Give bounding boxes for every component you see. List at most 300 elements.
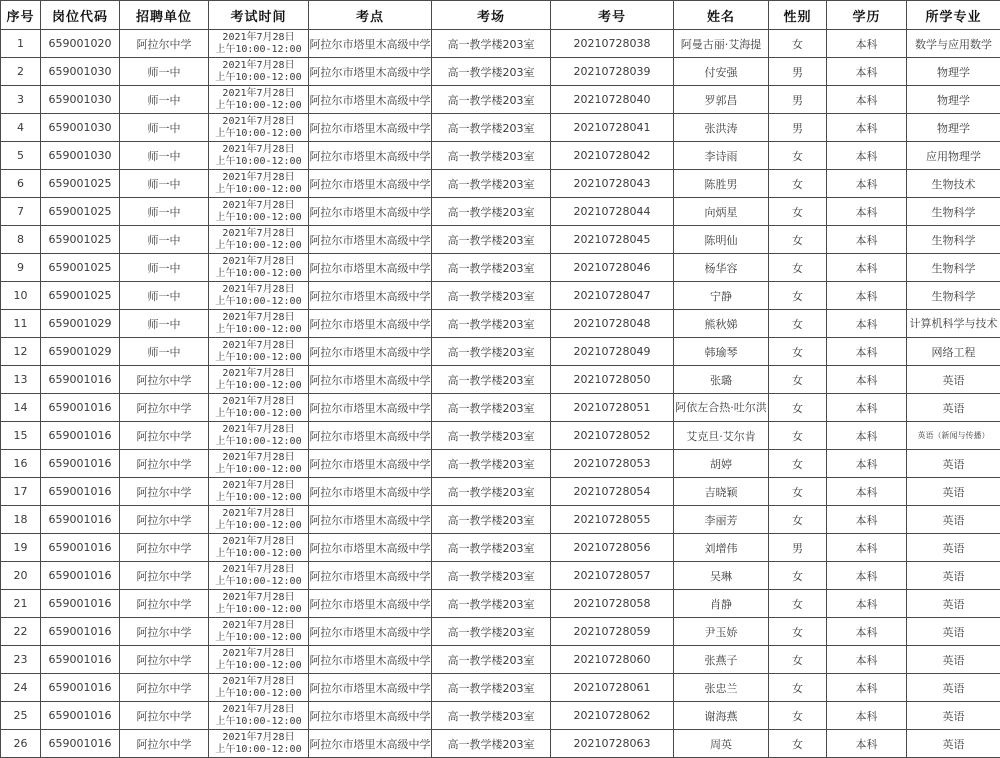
position-code-cell: 659001016 <box>41 450 120 478</box>
employer-cell: 师一中 <box>120 114 209 142</box>
major-cell: 英语 <box>907 730 1000 758</box>
exam-site-cell: 阿拉尔市塔里木高级中学 <box>309 86 432 114</box>
exam-number-cell: 20210728061 <box>551 674 674 702</box>
major-cell: 物理学 <box>907 114 1000 142</box>
candidate-name-cell: 杨华容 <box>674 254 769 282</box>
gender-cell: 女 <box>769 702 827 730</box>
position-code-cell: 659001030 <box>41 142 120 170</box>
exam-site-cell: 阿拉尔市塔里木高级中学 <box>309 366 432 394</box>
major-cell: 英语 <box>907 646 1000 674</box>
exam-room-cell: 高一教学楼203室 <box>432 506 551 534</box>
position-code-cell: 659001025 <box>41 254 120 282</box>
exam-time-cell <box>209 618 309 646</box>
table-row <box>1 450 1000 478</box>
employer-cell: 师一中 <box>120 198 209 226</box>
gender-cell: 女 <box>769 254 827 282</box>
exam-hours: 上午10:00-12:00 <box>209 408 308 420</box>
gender-cell: 男 <box>769 114 827 142</box>
exam-hours: 上午10:00-12:00 <box>209 632 308 644</box>
exam-date: 2021年7月28日 <box>209 592 308 604</box>
candidate-name-cell: 张璐 <box>674 366 769 394</box>
candidate-name-cell: 李诗雨 <box>674 142 769 170</box>
row-number-cell: 13 <box>1 366 41 394</box>
exam-number-cell: 20210728059 <box>551 618 674 646</box>
exam-hours: 上午10:00-12:00 <box>209 380 308 392</box>
employer-cell: 师一中 <box>120 86 209 114</box>
major-cell: 计算机科学与技术 <box>907 310 1000 338</box>
exam-site-cell: 阿拉尔市塔里木高级中学 <box>309 422 432 450</box>
exam-hours: 上午10:00-12:00 <box>209 436 308 448</box>
major-cell: 英语 <box>907 674 1000 702</box>
exam-time-cell <box>209 86 309 114</box>
header-cell: 姓名 <box>674 1 769 30</box>
table-row <box>1 142 1000 170</box>
exam-hours: 上午10:00-12:00 <box>209 576 308 588</box>
education-cell: 本科 <box>827 282 907 310</box>
position-code-cell: 659001016 <box>41 674 120 702</box>
exam-room-cell: 高一教学楼203室 <box>432 30 551 58</box>
row-number-cell: 7 <box>1 198 41 226</box>
major-cell: 应用物理学 <box>907 142 1000 170</box>
employer-cell: 师一中 <box>120 58 209 86</box>
position-code-cell: 659001016 <box>41 730 120 758</box>
exam-date: 2021年7月28日 <box>209 564 308 576</box>
exam-number-cell: 20210728063 <box>551 730 674 758</box>
exam-site-cell: 阿拉尔市塔里木高级中学 <box>309 506 432 534</box>
major-cell: 网络工程 <box>907 338 1000 366</box>
candidate-name-cell: 张洪涛 <box>674 114 769 142</box>
exam-site-cell: 阿拉尔市塔里木高级中学 <box>309 142 432 170</box>
education-cell: 本科 <box>827 226 907 254</box>
table-row <box>1 170 1000 198</box>
exam-time-cell <box>209 30 309 58</box>
exam-room-cell: 高一教学楼203室 <box>432 478 551 506</box>
position-code-cell: 659001025 <box>41 198 120 226</box>
table-row <box>1 618 1000 646</box>
exam-time-cell <box>209 254 309 282</box>
table-row <box>1 534 1000 562</box>
exam-time-cell <box>209 282 309 310</box>
education-cell: 本科 <box>827 506 907 534</box>
education-cell: 本科 <box>827 646 907 674</box>
exam-date: 2021年7月28日 <box>209 256 308 268</box>
major-cell: 物理学 <box>907 58 1000 86</box>
exam-date: 2021年7月28日 <box>209 704 308 716</box>
exam-number-cell: 20210728047 <box>551 282 674 310</box>
row-number-cell: 11 <box>1 310 41 338</box>
table-row <box>1 338 1000 366</box>
gender-cell: 女 <box>769 310 827 338</box>
exam-room-cell: 高一教学楼203室 <box>432 310 551 338</box>
gender-cell: 女 <box>769 730 827 758</box>
exam-number-cell: 20210728049 <box>551 338 674 366</box>
exam-date: 2021年7月28日 <box>209 536 308 548</box>
table-row <box>1 310 1000 338</box>
table-row <box>1 590 1000 618</box>
employer-cell: 阿拉尔中学 <box>120 590 209 618</box>
employer-cell: 阿拉尔中学 <box>120 478 209 506</box>
major-cell: 数学与应用数学 <box>907 30 1000 58</box>
header-cell: 性别 <box>769 1 827 30</box>
exam-room-cell: 高一教学楼203室 <box>432 366 551 394</box>
exam-site-cell: 阿拉尔市塔里木高级中学 <box>309 282 432 310</box>
exam-date: 2021年7月28日 <box>209 424 308 436</box>
gender-cell: 女 <box>769 562 827 590</box>
exam-time-cell <box>209 646 309 674</box>
exam-room-cell: 高一教学楼203室 <box>432 674 551 702</box>
exam-number-cell: 20210728042 <box>551 142 674 170</box>
employer-cell: 阿拉尔中学 <box>120 702 209 730</box>
gender-cell: 女 <box>769 282 827 310</box>
exam-date: 2021年7月28日 <box>209 172 308 184</box>
exam-time-cell <box>209 58 309 86</box>
exam-room-cell: 高一教学楼203室 <box>432 562 551 590</box>
exam-date: 2021年7月28日 <box>209 620 308 632</box>
table-row <box>1 478 1000 506</box>
table-row <box>1 702 1000 730</box>
employer-cell: 阿拉尔中学 <box>120 618 209 646</box>
employer-cell: 阿拉尔中学 <box>120 450 209 478</box>
employer-cell: 阿拉尔中学 <box>120 366 209 394</box>
position-code-cell: 659001016 <box>41 618 120 646</box>
candidate-name-cell: 陈胜男 <box>674 170 769 198</box>
exam-hours: 上午10:00-12:00 <box>209 44 308 56</box>
exam-room-cell: 高一教学楼203室 <box>432 114 551 142</box>
exam-room-cell: 高一教学楼203室 <box>432 730 551 758</box>
exam-room-cell: 高一教学楼203室 <box>432 282 551 310</box>
exam-hours: 上午10:00-12:00 <box>209 268 308 280</box>
header-cell: 岗位代码 <box>41 1 120 30</box>
exam-date: 2021年7月28日 <box>209 116 308 128</box>
exam-hours: 上午10:00-12:00 <box>209 520 308 532</box>
exam-hours: 上午10:00-12:00 <box>209 212 308 224</box>
candidate-name-cell: 吉晓颖 <box>674 478 769 506</box>
position-code-cell: 659001016 <box>41 590 120 618</box>
exam-room-cell: 高一教学楼203室 <box>432 590 551 618</box>
candidate-name-cell: 宁静 <box>674 282 769 310</box>
exam-number-cell: 20210728039 <box>551 58 674 86</box>
row-number-cell: 3 <box>1 86 41 114</box>
gender-cell: 女 <box>769 506 827 534</box>
position-code-cell: 659001016 <box>41 394 120 422</box>
exam-room-cell: 高一教学楼203室 <box>432 86 551 114</box>
education-cell: 本科 <box>827 478 907 506</box>
exam-hours: 上午10:00-12:00 <box>209 604 308 616</box>
employer-cell: 师一中 <box>120 310 209 338</box>
exam-site-cell: 阿拉尔市塔里木高级中学 <box>309 646 432 674</box>
row-number-cell: 5 <box>1 142 41 170</box>
position-code-cell: 659001030 <box>41 86 120 114</box>
exam-room-cell: 高一教学楼203室 <box>432 394 551 422</box>
table-row <box>1 562 1000 590</box>
exam-number-cell: 20210728053 <box>551 450 674 478</box>
exam-site-cell: 阿拉尔市塔里木高级中学 <box>309 618 432 646</box>
major-cell: 生物科学 <box>907 282 1000 310</box>
candidate-name-cell: 熊秋娣 <box>674 310 769 338</box>
gender-cell: 女 <box>769 338 827 366</box>
header-row <box>1 1 1000 30</box>
exam-time-cell <box>209 730 309 758</box>
exam-time-cell <box>209 338 309 366</box>
table-row <box>1 506 1000 534</box>
exam-site-cell: 阿拉尔市塔里木高级中学 <box>309 534 432 562</box>
row-number-cell: 19 <box>1 534 41 562</box>
row-number-cell: 9 <box>1 254 41 282</box>
candidate-name-cell: 陈明仙 <box>674 226 769 254</box>
row-number-cell: 24 <box>1 674 41 702</box>
exam-number-cell: 20210728051 <box>551 394 674 422</box>
exam-number-cell: 20210728058 <box>551 590 674 618</box>
education-cell: 本科 <box>827 86 907 114</box>
exam-date: 2021年7月28日 <box>209 200 308 212</box>
position-code-cell: 659001025 <box>41 282 120 310</box>
major-cell: 英语 <box>907 366 1000 394</box>
employer-cell: 师一中 <box>120 338 209 366</box>
major-cell: 英语 <box>907 590 1000 618</box>
candidate-name-cell: 向炳星 <box>674 198 769 226</box>
gender-cell: 女 <box>769 618 827 646</box>
exam-hours: 上午10:00-12:00 <box>209 128 308 140</box>
exam-time-cell <box>209 114 309 142</box>
header-cell: 所学专业 <box>907 1 1000 30</box>
exam-site-cell: 阿拉尔市塔里木高级中学 <box>309 198 432 226</box>
exam-hours: 上午10:00-12:00 <box>209 184 308 196</box>
exam-time-cell <box>209 310 309 338</box>
position-code-cell: 659001030 <box>41 114 120 142</box>
gender-cell: 女 <box>769 478 827 506</box>
exam-number-cell: 20210728038 <box>551 30 674 58</box>
table-row <box>1 86 1000 114</box>
exam-site-cell: 阿拉尔市塔里木高级中学 <box>309 114 432 142</box>
position-code-cell: 659001025 <box>41 170 120 198</box>
table-row <box>1 30 1000 58</box>
candidate-name-cell: 张燕子 <box>674 646 769 674</box>
header-cell: 序号 <box>1 1 41 30</box>
exam-number-cell: 20210728046 <box>551 254 674 282</box>
position-code-cell: 659001029 <box>41 310 120 338</box>
exam-date: 2021年7月28日 <box>209 32 308 44</box>
position-code-cell: 659001030 <box>41 58 120 86</box>
header-cell: 考试时间 <box>209 1 309 30</box>
gender-cell: 女 <box>769 30 827 58</box>
education-cell: 本科 <box>827 58 907 86</box>
exam-site-cell: 阿拉尔市塔里木高级中学 <box>309 478 432 506</box>
education-cell: 本科 <box>827 702 907 730</box>
exam-site-cell: 阿拉尔市塔里木高级中学 <box>309 674 432 702</box>
education-cell: 本科 <box>827 450 907 478</box>
education-cell: 本科 <box>827 30 907 58</box>
exam-date: 2021年7月28日 <box>209 732 308 744</box>
exam-number-cell: 20210728045 <box>551 226 674 254</box>
gender-cell: 女 <box>769 170 827 198</box>
gender-cell: 女 <box>769 450 827 478</box>
candidate-name-cell: 胡婷 <box>674 450 769 478</box>
exam-room-cell: 高一教学楼203室 <box>432 338 551 366</box>
exam-room-cell: 高一教学楼203室 <box>432 254 551 282</box>
position-code-cell: 659001016 <box>41 478 120 506</box>
exam-time-cell <box>209 506 309 534</box>
employer-cell: 阿拉尔中学 <box>120 30 209 58</box>
row-number-cell: 22 <box>1 618 41 646</box>
table-row <box>1 198 1000 226</box>
candidate-name-cell: 吴琳 <box>674 562 769 590</box>
exam-number-cell: 20210728048 <box>551 310 674 338</box>
exam-date: 2021年7月28日 <box>209 368 308 380</box>
exam-hours: 上午10:00-12:00 <box>209 156 308 168</box>
exam-time-cell <box>209 422 309 450</box>
exam-room-cell: 高一教学楼203室 <box>432 702 551 730</box>
row-number-cell: 10 <box>1 282 41 310</box>
position-code-cell: 659001016 <box>41 646 120 674</box>
major-cell: 英语 <box>907 618 1000 646</box>
exam-site-cell: 阿拉尔市塔里木高级中学 <box>309 702 432 730</box>
row-number-cell: 20 <box>1 562 41 590</box>
gender-cell: 女 <box>769 366 827 394</box>
exam-time-cell <box>209 702 309 730</box>
candidate-name-cell: 阿依左合热·吐尔洪 <box>674 394 769 422</box>
gender-cell: 男 <box>769 86 827 114</box>
exam-time-cell <box>209 142 309 170</box>
exam-time-cell <box>209 590 309 618</box>
gender-cell: 男 <box>769 58 827 86</box>
exam-room-cell: 高一教学楼203室 <box>432 534 551 562</box>
exam-time-cell <box>209 198 309 226</box>
candidate-name-cell: 刘增伟 <box>674 534 769 562</box>
exam-room-cell: 高一教学楼203室 <box>432 226 551 254</box>
major-cell: 生物技术 <box>907 170 1000 198</box>
employer-cell: 师一中 <box>120 170 209 198</box>
candidate-name-cell: 艾克旦·艾尔肯 <box>674 422 769 450</box>
candidate-name-cell: 尹玉娇 <box>674 618 769 646</box>
exam-hours: 上午10:00-12:00 <box>209 352 308 364</box>
exam-date: 2021年7月28日 <box>209 648 308 660</box>
candidate-name-cell: 周英 <box>674 730 769 758</box>
employer-cell: 师一中 <box>120 226 209 254</box>
exam-time-cell <box>209 366 309 394</box>
candidate-name-cell: 阿曼古丽·艾海提 <box>674 30 769 58</box>
table-row <box>1 646 1000 674</box>
exam-date: 2021年7月28日 <box>209 452 308 464</box>
employer-cell: 阿拉尔中学 <box>120 674 209 702</box>
major-cell: 物理学 <box>907 86 1000 114</box>
row-number-cell: 21 <box>1 590 41 618</box>
exam-date: 2021年7月28日 <box>209 508 308 520</box>
exam-site-cell: 阿拉尔市塔里木高级中学 <box>309 30 432 58</box>
major-cell: 英语 <box>907 702 1000 730</box>
education-cell: 本科 <box>827 142 907 170</box>
position-code-cell: 659001020 <box>41 30 120 58</box>
exam-number-cell: 20210728054 <box>551 478 674 506</box>
exam-date: 2021年7月28日 <box>209 340 308 352</box>
exam-hours: 上午10:00-12:00 <box>209 240 308 252</box>
major-cell: 生物科学 <box>907 254 1000 282</box>
exam-number-cell: 20210728052 <box>551 422 674 450</box>
exam-date: 2021年7月28日 <box>209 312 308 324</box>
row-number-cell: 25 <box>1 702 41 730</box>
exam-hours: 上午10:00-12:00 <box>209 660 308 672</box>
exam-number-cell: 20210728044 <box>551 198 674 226</box>
education-cell: 本科 <box>827 618 907 646</box>
exam-time-cell <box>209 394 309 422</box>
education-cell: 本科 <box>827 562 907 590</box>
position-code-cell: 659001016 <box>41 506 120 534</box>
table-row <box>1 58 1000 86</box>
exam-date: 2021年7月28日 <box>209 676 308 688</box>
employer-cell: 阿拉尔中学 <box>120 562 209 590</box>
table-row <box>1 422 1000 450</box>
exam-time-cell <box>209 170 309 198</box>
gender-cell: 女 <box>769 422 827 450</box>
candidate-name-cell: 李丽芳 <box>674 506 769 534</box>
exam-site-cell: 阿拉尔市塔里木高级中学 <box>309 310 432 338</box>
table-body <box>1 30 1000 758</box>
exam-room-cell: 高一教学楼203室 <box>432 422 551 450</box>
row-number-cell: 23 <box>1 646 41 674</box>
education-cell: 本科 <box>827 170 907 198</box>
education-cell: 本科 <box>827 394 907 422</box>
row-number-cell: 2 <box>1 58 41 86</box>
exam-number-cell: 20210728043 <box>551 170 674 198</box>
employer-cell: 师一中 <box>120 254 209 282</box>
gender-cell: 女 <box>769 198 827 226</box>
position-code-cell: 659001016 <box>41 366 120 394</box>
row-number-cell: 4 <box>1 114 41 142</box>
exam-number-cell: 20210728062 <box>551 702 674 730</box>
header-cell: 学历 <box>827 1 907 30</box>
employer-cell: 阿拉尔中学 <box>120 730 209 758</box>
exam-room-cell: 高一教学楼203室 <box>432 198 551 226</box>
table-row <box>1 730 1000 758</box>
exam-room-cell: 高一教学楼203室 <box>432 142 551 170</box>
candidate-name-cell: 谢海燕 <box>674 702 769 730</box>
row-number-cell: 16 <box>1 450 41 478</box>
exam-hours: 上午10:00-12:00 <box>209 324 308 336</box>
major-cell: 英语（新闻与传播） <box>907 422 1000 450</box>
education-cell: 本科 <box>827 114 907 142</box>
row-number-cell: 17 <box>1 478 41 506</box>
major-cell: 英语 <box>907 394 1000 422</box>
exam-site-cell: 阿拉尔市塔里木高级中学 <box>309 170 432 198</box>
exam-date: 2021年7月28日 <box>209 228 308 240</box>
exam-site-cell: 阿拉尔市塔里木高级中学 <box>309 394 432 422</box>
exam-hours: 上午10:00-12:00 <box>209 744 308 756</box>
education-cell: 本科 <box>827 674 907 702</box>
employer-cell: 阿拉尔中学 <box>120 422 209 450</box>
employer-cell: 阿拉尔中学 <box>120 506 209 534</box>
gender-cell: 男 <box>769 534 827 562</box>
major-cell: 英语 <box>907 478 1000 506</box>
exam-date: 2021年7月28日 <box>209 88 308 100</box>
major-cell: 英语 <box>907 562 1000 590</box>
gender-cell: 女 <box>769 394 827 422</box>
major-cell: 英语 <box>907 534 1000 562</box>
table-row <box>1 226 1000 254</box>
education-cell: 本科 <box>827 366 907 394</box>
exam-site-cell: 阿拉尔市塔里木高级中学 <box>309 562 432 590</box>
row-number-cell: 6 <box>1 170 41 198</box>
exam-hours: 上午10:00-12:00 <box>209 548 308 560</box>
row-number-cell: 18 <box>1 506 41 534</box>
education-cell: 本科 <box>827 198 907 226</box>
header-cell: 考号 <box>551 1 674 30</box>
exam-date: 2021年7月28日 <box>209 396 308 408</box>
exam-number-cell: 20210728060 <box>551 646 674 674</box>
position-code-cell: 659001016 <box>41 702 120 730</box>
exam-room-cell: 高一教学楼203室 <box>432 646 551 674</box>
table-row <box>1 254 1000 282</box>
gender-cell: 女 <box>769 590 827 618</box>
table-row <box>1 394 1000 422</box>
